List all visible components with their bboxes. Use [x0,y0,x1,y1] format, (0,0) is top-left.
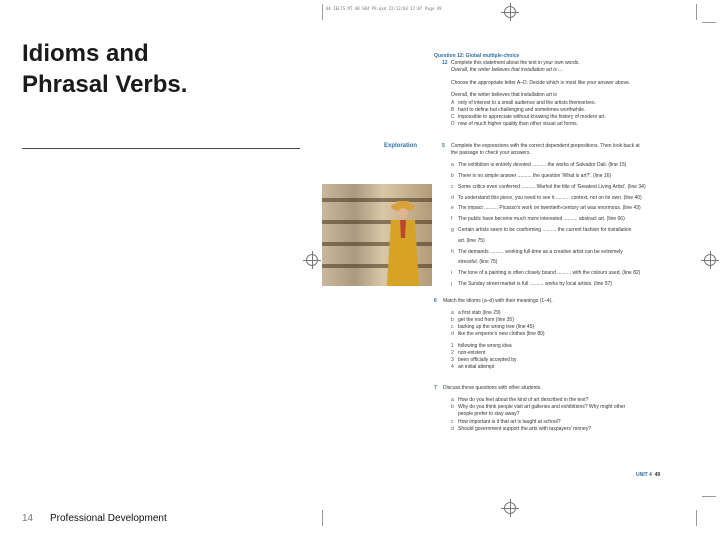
question-12-stem: Overall, the writer believes that installation art is [451,92,557,98]
person-in-yellow-coat-icon [386,198,420,286]
registration-mark-icon [306,254,318,266]
discussion-item: b Why do you think people visit art galleries and exhibitions? Why might other [451,404,626,410]
slide-footer: Professional Development [50,513,167,524]
discussion-item: c How important is it that art is taught at school? [451,419,561,425]
crop-mark [696,4,697,20]
question-12-instruction-2: Choose the appropriate letter A–D. Decide which is most like your answer above. [451,80,631,86]
option-b: B hard to define but challenging and sometimes worthwhile. [451,107,586,113]
idiom-item: c barking up the wrong tree (line 45) [451,324,535,330]
slide-number: 14 [22,513,34,524]
discussion-item: d Should government support the arts with taxpayers' money? [451,426,591,432]
crop-mark [702,22,716,23]
meaning-item: 2 non-existent [451,350,486,356]
option-a: A only of interest to a small audience and the artists themselves. [451,100,596,106]
meaning-item: 3 been officially accepted by [451,357,517,363]
idiom-item: a a first stab (line 29) [451,310,501,316]
idiom-item: d like the emperor's new clothes (line 80) [451,331,545,337]
exploration-item: h The demands .......... working full-time as a creative artist can be extremely [451,249,623,255]
meaning-item: 4 an initial attempt [451,364,495,370]
exploration-item: g Certain artists seem to be conforming .......... the current fashion for installation [451,227,632,233]
option-d: D now of much higher quality than other visual art forms. [451,121,579,127]
crop-mark [322,4,323,20]
registration-mark-icon [504,502,516,514]
exploration-item: f The public have become much more interested .......... abstract art. (line 66) [451,216,625,222]
exploration-instruction-cont: the passage to check your answers. [451,150,531,156]
registration-mark-icon [504,6,516,18]
exploration-label: Exploration [384,143,418,149]
crop-mark [702,496,716,497]
exploration-instruction: 5 Complete the expressions with the correct dependent prepositions. Then look back at [442,143,640,149]
gallery-photo [322,184,432,286]
exploration-item: b There is no simple answer .......... the question 'What is art?'. (line 16) [451,173,612,179]
option-c: C impossible to appreciate without knowing the history of modern art. [451,114,606,120]
idiom-item: b get the nod from (line 35) [451,317,514,323]
crop-mark [696,510,697,526]
instruction-text: Complete this statement about the text in your own words. [451,60,580,66]
exploration-item: d To understand this piece, you need to see it .......... context, not on its own. (line 40) [451,195,642,201]
slide-title [22,38,187,100]
page-number: 49 [654,472,661,478]
exploration-item: i The tone of a painting is often closely bound .......... with the colours used. (line 82) [451,270,641,276]
meaning-item: 1 following the wrong idea [451,343,512,349]
slide-title-line-1: Idioms and [22,40,149,67]
page-footer [636,472,660,478]
exploration-item: j The Sunday street market is full .......... works by local artists. (line 97) [451,281,612,287]
crop-mark [322,510,323,526]
registration-mark-icon [704,254,716,266]
discussion-item: people prefer to stay away? [458,411,520,417]
textbook-page-image [322,0,720,540]
exploration-item: art. (line 75) [458,238,485,244]
question-12-prompt: Overall, the writer believes that installation art is ... [451,67,563,73]
question-number: 12 [442,60,448,66]
unit-label: UNIT 4 [636,472,652,478]
exploration-item: stressful. (line 75) [458,259,498,265]
question-6-instruction: 6 Match the idioms (a–d) with their meanings (1–4). [434,298,553,304]
question-12-instruction [442,60,580,67]
question-7-instruction: 7 Discuss these questions with other students. [434,385,542,391]
print-header: 04 IELTS MT AB SB4 P9.qxd 22/12/03 17:07 Page 49 [326,6,442,11]
exploration-item: a The exhibition is entirely devoted .......... the works of Salvador Dali. (line 15) [451,162,627,168]
question-12-heading: Question 12: Global multiple-choice [434,53,520,59]
exploration-item: e The impact .......... Picasso's work on twentieth-century art was enormous. (line 43) [451,205,641,211]
discussion-item: a How do you feel about the kind of art described in the text? [451,397,589,403]
slide-title-line-2: Phrasal Verbs. [22,71,188,98]
title-divider [22,148,300,149]
exploration-item: c Some critics even conferred .......... Warhol the title of 'Greatest Living Artist'. (line 34) [451,184,646,190]
